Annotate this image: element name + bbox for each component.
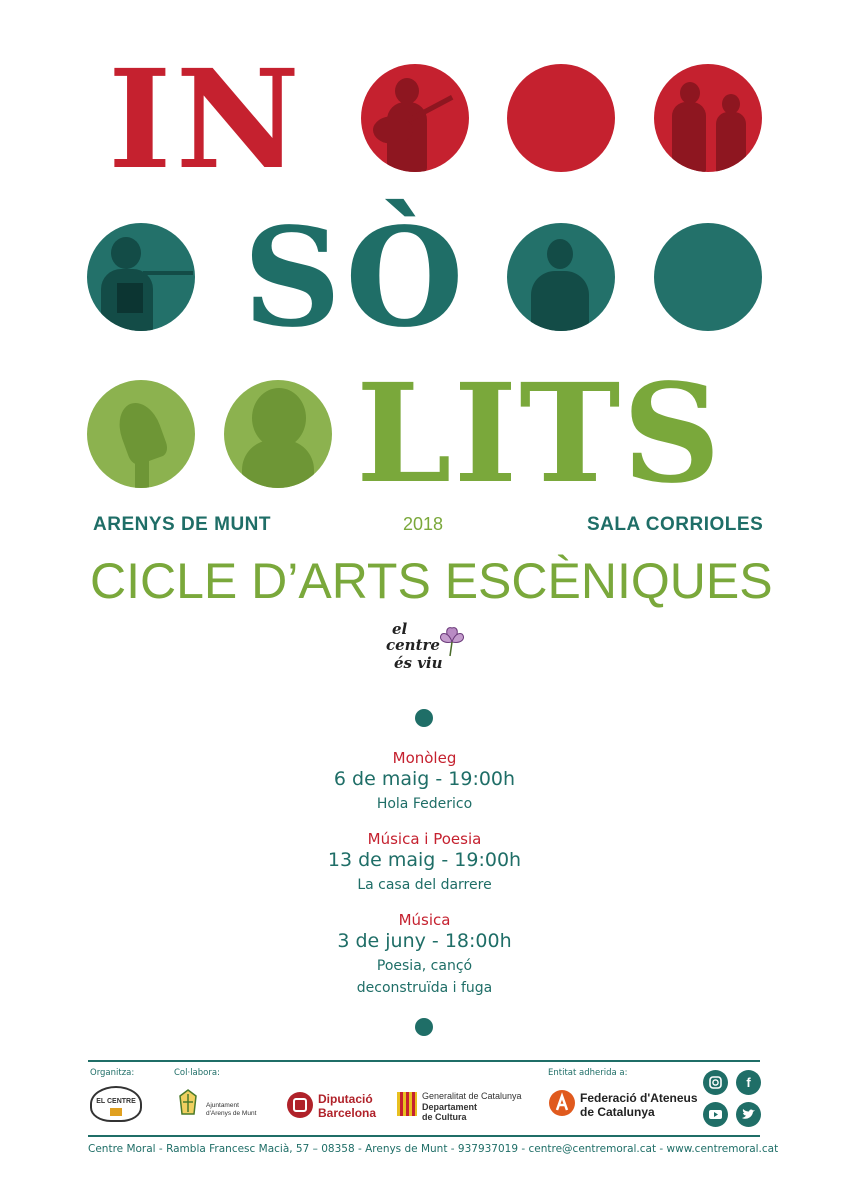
generalitat-line3: de Cultura <box>422 1112 467 1122</box>
footer-bottom-rule <box>88 1135 760 1137</box>
federacio-line1: Federació d'Ateneus <box>580 1091 698 1105</box>
ajuntament-line1: Ajuntament <box>206 1102 239 1109</box>
generalitat-line2: Departament <box>422 1102 478 1112</box>
event-2-category: Música i Poesia <box>367 830 482 848</box>
separator-dot <box>415 1018 433 1036</box>
event-1-category: Monòleg <box>392 749 457 767</box>
motto-line1: el <box>392 620 408 638</box>
event-3-title-line2: deconstruïda i fuga <box>356 980 493 996</box>
generalitat-line1: Generalitat de Catalunya <box>422 1091 522 1101</box>
venue-label: SALA CORRIOLES <box>587 514 764 535</box>
title-in: IN <box>108 40 304 200</box>
federacio-logo-icon <box>549 1090 575 1116</box>
teal-circle <box>654 223 762 331</box>
photo-circle-actress <box>507 223 615 331</box>
organitza-label: Organitza: <box>90 1068 135 1078</box>
ajuntament-crest-icon <box>176 1088 200 1118</box>
red-circle <box>507 64 615 172</box>
event-2-title: La casa del darrere <box>357 877 492 893</box>
event-1-date: 6 de maig - 19:00h <box>333 768 516 790</box>
title-lits: LITS <box>356 354 723 514</box>
diputacio-line1: Diputació <box>318 1092 373 1106</box>
youtube-icon[interactable] <box>703 1102 728 1127</box>
event-3-date: 3 de juny - 18:00h <box>337 930 512 952</box>
photo-circle-guitarist <box>361 64 469 172</box>
footer-top-rule <box>88 1060 760 1062</box>
cycle-title: CICLE D’ARTS ESCÈNIQUES <box>90 553 773 609</box>
photo-circle-hands <box>87 380 195 488</box>
entitat-label: Entitat adherida a: <box>548 1068 628 1078</box>
photo-circle-accordionist <box>87 223 195 331</box>
event-3-title: Poesia, cançó <box>376 958 473 974</box>
year-label: 2018 <box>403 514 444 534</box>
el-centre-es-viu-logo <box>380 620 470 690</box>
generalitat-flag-icon <box>397 1092 417 1116</box>
instagram-icon[interactable] <box>703 1070 728 1095</box>
flower-icon <box>438 624 466 658</box>
location-label: ARENYS DE MUNT <box>93 514 272 535</box>
facebook-icon[interactable]: f <box>736 1070 761 1095</box>
diputacio-logo-icon <box>287 1092 313 1118</box>
title-so: SÒ <box>243 198 468 358</box>
event-2-date: 13 de maig - 19:00h <box>327 849 522 871</box>
federacio-line2: de Catalunya <box>580 1105 655 1119</box>
ajuntament-line2: d'Arenys de Munt <box>206 1110 257 1117</box>
colabora-label: Col·labora: <box>174 1068 220 1078</box>
twitter-icon[interactable] <box>736 1102 761 1127</box>
photo-circle-dancers <box>654 64 762 172</box>
el-centre-logo-text: EL CENTRE <box>96 1098 136 1105</box>
event-1-title: Hola Federico <box>376 796 473 812</box>
el-centre-logo[interactable] <box>90 1086 142 1122</box>
diputacio-line2: Barcelona <box>318 1106 377 1120</box>
motto-line3: és viu <box>394 654 443 672</box>
separator-dot <box>415 709 433 727</box>
event-3-category: Música <box>398 911 451 929</box>
photo-circle-singer <box>224 380 332 488</box>
footer-address: Centre Moral - Rambla Francesc Macià, 57 – 08358 - Arenys de Munt - 937937019 - centre@centremoral.cat - www.centremoral.cat <box>88 1143 779 1155</box>
motto-line2: centre <box>386 636 440 654</box>
